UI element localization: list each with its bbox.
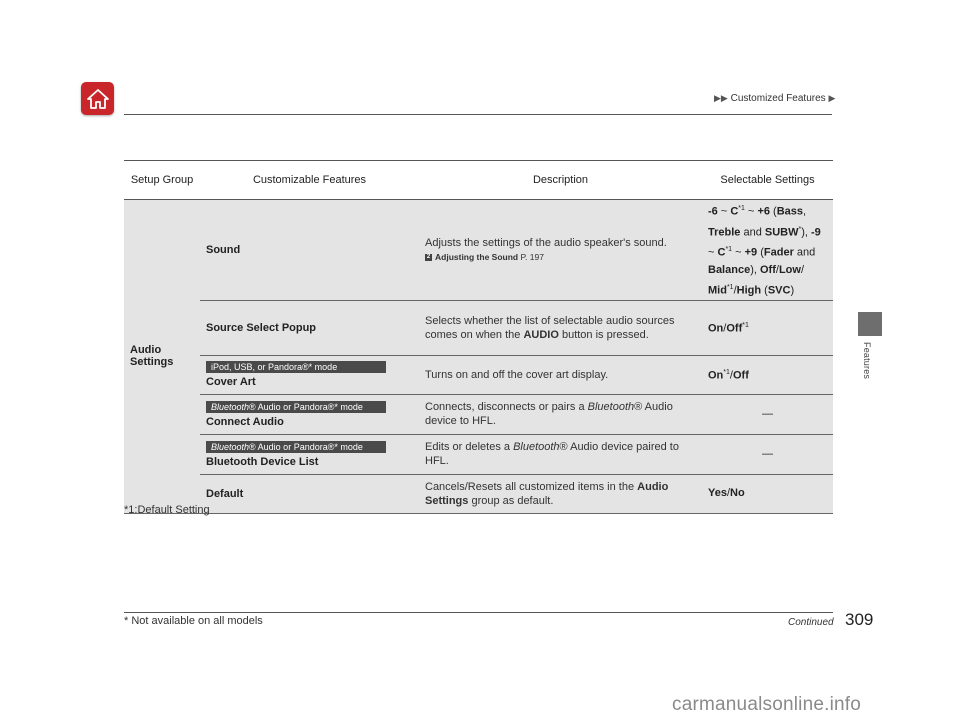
feature-name: Default	[200, 474, 419, 513]
header-features: Customizable Features	[200, 161, 419, 200]
breadcrumb[interactable]	[714, 93, 835, 104]
setting-no: No	[730, 487, 745, 500]
feature-name: Connect Audio	[206, 415, 284, 428]
watermark: carmanualsonline.info	[672, 694, 862, 715]
description-bold: Audio Settings	[425, 480, 669, 507]
reference-label: Adjusting the Sound	[435, 251, 519, 262]
table-row	[124, 355, 833, 394]
selectable-settings: On$^{*1}$/Off	[702, 355, 833, 394]
continued-label: Continued	[788, 617, 834, 628]
default-setting-footnote: *1:Default Setting	[124, 504, 210, 516]
badge-italic: Bluetooth	[211, 441, 250, 452]
feature-name: Source Select Popup	[200, 300, 419, 355]
feature-cell	[200, 355, 419, 394]
description-bold: AUDIO	[523, 328, 559, 341]
badge-italic: Bluetooth	[211, 401, 250, 412]
selectable-settings: -6 ~ $C^{*1}$ ~ +6 (Bass, Treble and SUBW*), -9 ~ $C^{*1}$ ~ +9 (Fader and Balance), Off/Low/ Mid$^{*1}$/High (SVC)	[702, 200, 833, 301]
table-header-row	[124, 161, 833, 200]
table-row	[124, 394, 833, 434]
description-text: Selects whether the list of selectable audio sources comes on when the	[425, 314, 675, 341]
table-row	[124, 434, 833, 474]
mode-badge	[206, 401, 386, 413]
home-icon	[86, 88, 110, 110]
customized-features-table	[124, 160, 833, 514]
feature-name: Bluetooth Device List	[206, 455, 319, 468]
home-button[interactable]	[81, 82, 114, 115]
feature-cell	[200, 394, 419, 434]
section-label: Features	[862, 342, 872, 380]
feature-cell	[200, 434, 419, 474]
setting-note: *1	[723, 369, 730, 377]
description-text: Cancels/Resets all customized items in the	[425, 480, 638, 493]
mode-badge: iPod, USB, or Pandora®* mode	[206, 361, 386, 373]
breadcrumb-label: Customized Features	[730, 93, 826, 104]
setting-on: On	[708, 369, 724, 382]
setting-on: On	[708, 322, 724, 335]
table-row	[124, 474, 833, 513]
selectable-settings: —	[702, 394, 833, 434]
cross-reference[interactable]	[425, 252, 544, 262]
setting-yes: Yes	[708, 487, 727, 500]
reference-icon: 2	[426, 254, 431, 261]
selectable-settings: On/Off$^{*1}$	[702, 300, 833, 355]
feature-description	[419, 394, 702, 434]
selectable-settings: —	[702, 434, 833, 474]
page-number: 309	[845, 610, 874, 629]
reference-page: P. 197	[520, 251, 544, 262]
description-italic: Bluetooth	[587, 401, 635, 414]
badge-text: ® Audio or Pandora®* mode	[249, 441, 363, 452]
footer-note: * Not available on all models	[124, 615, 263, 627]
feature-description	[419, 300, 702, 355]
feature-description	[419, 434, 702, 474]
feature-description: Turns on and off the cover art display.	[419, 355, 702, 394]
description-text: ® Audio device to HFL.	[425, 401, 673, 428]
feature-name: Sound	[200, 200, 419, 301]
top-rule	[124, 114, 832, 115]
selectable-settings: Yes/No	[702, 474, 833, 513]
header-setup-group: Setup Group	[124, 161, 200, 200]
breadcrumb-arrows: ▶▶	[714, 93, 728, 103]
description-text: ® Audio device paired to HFL.	[425, 441, 679, 468]
feature-description	[419, 474, 702, 513]
feature-description	[419, 200, 702, 301]
mode-badge	[206, 441, 386, 453]
feature-name: Cover Art	[206, 376, 256, 389]
header-description: Description	[419, 161, 702, 200]
table-row	[124, 200, 833, 301]
setting-off: Off	[732, 369, 749, 382]
header-settings: Selectable Settings	[702, 161, 833, 200]
description-text: group as default.	[468, 494, 554, 507]
setting-note: *1	[742, 322, 749, 330]
section-tab[interactable]	[858, 312, 882, 336]
bottom-rule	[124, 612, 833, 613]
table-row	[124, 300, 833, 355]
setting-off: Off	[726, 322, 743, 335]
description-text: Edits or deletes a	[425, 441, 514, 454]
description-text: Connects, disconnects or pairs a	[425, 401, 588, 414]
description-italic: Bluetooth	[513, 441, 560, 454]
badge-text: ® Audio or Pandora®* mode	[249, 401, 363, 412]
description-text: button is pressed.	[558, 328, 649, 341]
group-audio-settings: Audio Settings	[124, 200, 200, 514]
description-text: Adjusts the settings of the audio speaker's sound.	[425, 236, 667, 249]
breadcrumb-tail: ▶	[828, 93, 836, 103]
